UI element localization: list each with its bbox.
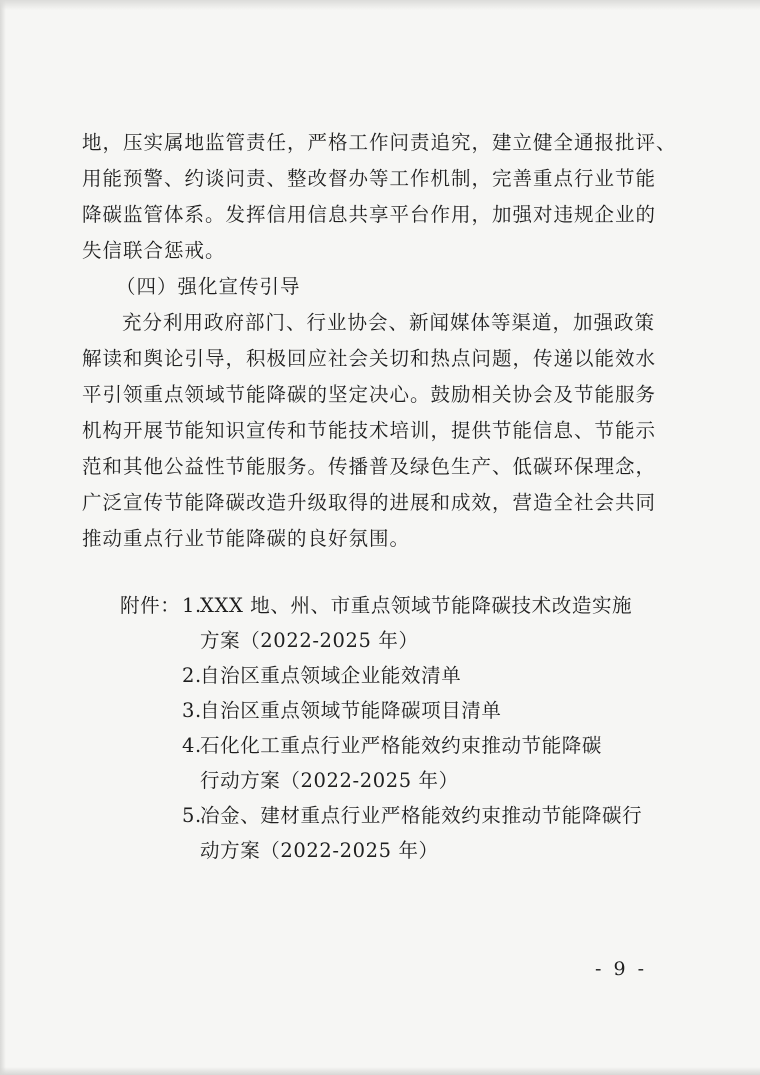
attachments-list	[120, 588, 680, 868]
text-line: 降碳监管体系。发挥信用信息共享平台作用，加强对违规企业的	[82, 203, 657, 226]
text-line: 平引领重点领域节能降碳的坚定决心。鼓励相关协会及节能服务	[82, 383, 657, 406]
attachment-title-continued: 动方案（2022-2025 年）	[200, 839, 439, 862]
section-heading-publicity	[116, 269, 716, 305]
attachment-number: 1.	[182, 594, 202, 617]
attachment-title-continued: 方案（2022-2025 年）	[200, 629, 419, 652]
section-heading-text: （四）强化宣传引导	[116, 275, 301, 298]
attachment-title: 石化化工重点行业严格能效约束推动节能降碳	[200, 734, 603, 757]
attachment-number: 2.	[182, 664, 202, 687]
page-edge-bottom	[0, 1067, 760, 1075]
text-line: 解读和舆论引导，积极回应社会关切和热点问题，传递以能效水	[82, 347, 657, 370]
page-number: - 9 -	[595, 958, 648, 980]
paragraph-accountability	[82, 125, 682, 269]
attachment-item	[120, 588, 680, 623]
page-edge-left	[0, 0, 6, 1075]
attachment-item	[120, 693, 680, 728]
text-line: 范和其他公益性节能服务。传播普及绿色生产、低碳环保理念，	[82, 455, 657, 478]
attachment-item	[120, 728, 680, 763]
text-line: 失信联合惩戒。	[82, 239, 226, 262]
attachment-title-continued: 行动方案（2022-2025 年）	[200, 769, 459, 792]
paragraph-publicity	[82, 305, 682, 557]
page-edge-top	[0, 0, 760, 10]
attachment-item	[120, 798, 680, 833]
text-line: 充分利用政府部门、行业协会、新闻媒体等渠道，加强政策	[122, 311, 656, 334]
attachment-title: 自治区重点领域企业能效清单	[200, 664, 462, 687]
attachment-number: 5.	[182, 804, 202, 827]
attachment-number: 4.	[182, 734, 202, 757]
text-line: 机构开展节能知识宣传和节能技术培训，提供节能信息、节能示	[82, 419, 657, 442]
attachment-item	[120, 658, 680, 693]
text-line: 推动重点行业节能降碳的良好氛围。	[82, 527, 411, 550]
attachment-title: 自治区重点领域节能降碳项目清单	[200, 699, 502, 722]
text-line: 地，压实属地监管责任，严格工作问责追究，建立健全通报批评、	[82, 131, 677, 154]
attachment-number: 3.	[182, 699, 202, 722]
text-line: 广泛宣传节能降碳改造升级取得的进展和成效，营造全社会共同	[82, 491, 657, 514]
attachment-title: 冶金、建材重点行业严格能效约束推动节能降碳行	[200, 804, 643, 827]
attachments-label: 附件：	[120, 594, 181, 617]
text-line: 用能预警、约谈问责、整改督办等工作机制，完善重点行业节能	[82, 167, 657, 190]
attachment-title: XXX 地、州、市重点领域节能降碳技术改造实施	[200, 594, 633, 617]
